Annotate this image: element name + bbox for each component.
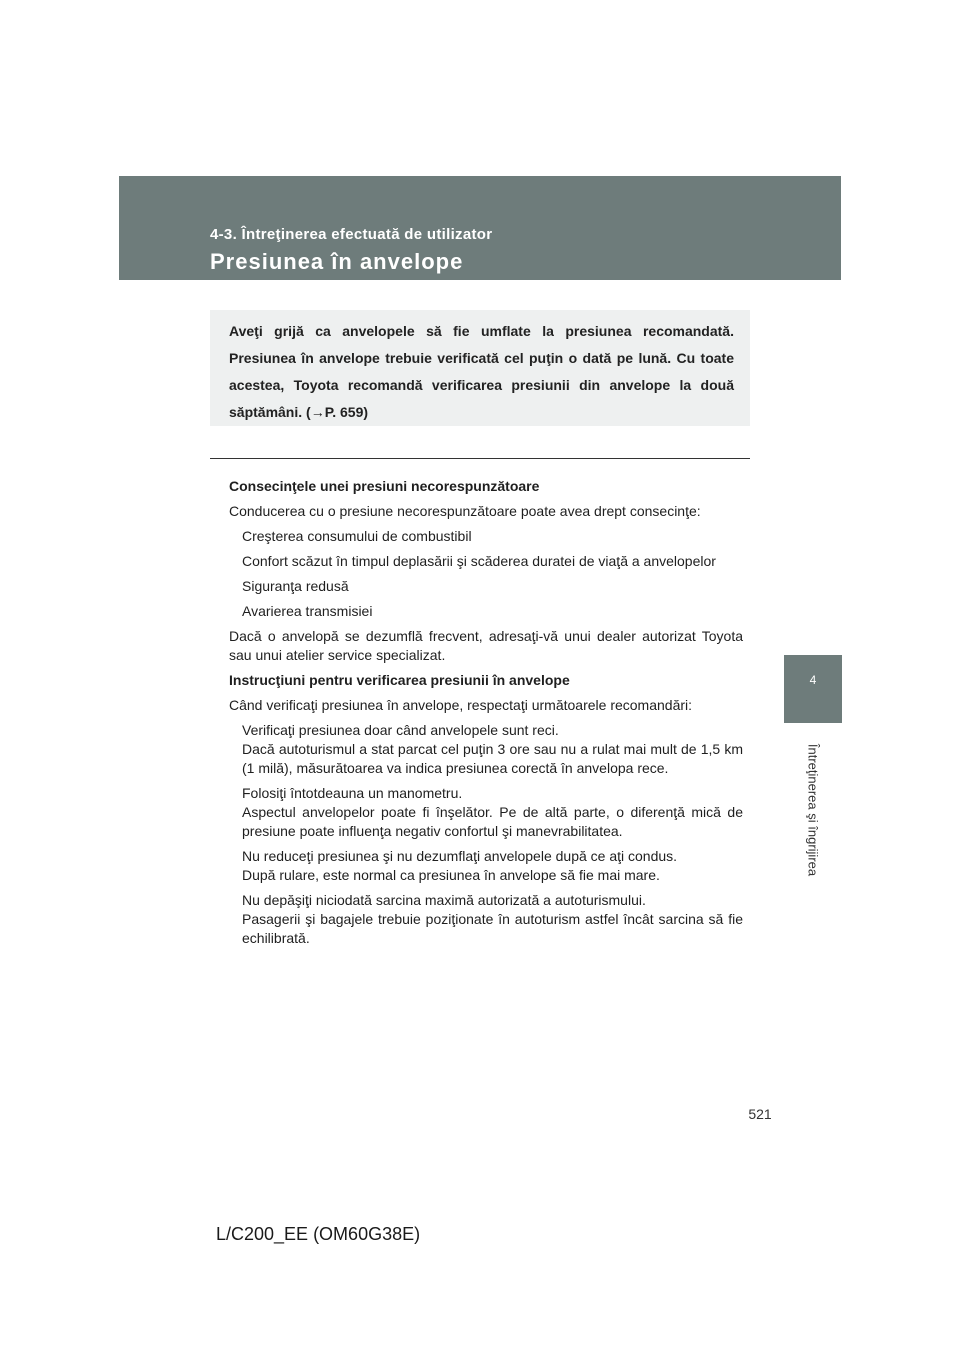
list-item-detail: Aspectul anvelopelor poate fi înşelător. Pe de altă parte, o diferenţă mică de presiune poate influenţa negativ confortul şi manevrabilitatea. [242,804,743,839]
section-lead: Când verificaţi presiunea în anvelope, respectaţi următoarele recomandări: [229,697,693,713]
list-item-detail: Dacă autoturismul a stat parcat cel puţin 3 ore sau nu a rulat mai mult de 1,5 km (1 milă), măsurătoarea va indica presiunea corectă în anvelopa rece. [242,741,743,776]
page-number: 521 [748,1106,772,1122]
list-item-detail: Pasagerii şi bagajele trebuie poziţionate în autoturism astfel încât sarcina să fie echilibrată. [242,911,743,946]
chapter-tab-number: 4 [809,673,817,687]
list-item [242,721,743,778]
list-item [242,784,743,841]
section-divider [210,458,750,459]
list-item-main: Nu reduceţi presiunea şi nu dezumflaţi anvelopele după ce aţi condus. [242,848,678,864]
section-lead: Conducerea cu o presiune necorespunzătoare poate avea drept consecinţe: [229,503,701,519]
list-item: Creşterea consumului de combustibil [242,528,472,544]
section-heading-consequences: Consecinţele unei presiuni necorespunzătoare [229,478,540,494]
dealer-note: Dacă o anvelopă se dezumflă frecvent, adresaţi-vă unui dealer autorizat Toyota sau unui atelier service specializat. [229,628,743,663]
section-label: 4-3. Întreţinerea efectuată de utilizator [210,226,493,243]
chapter-tab [784,655,842,723]
list-item [242,847,743,885]
list-item: Siguranţa redusă [242,578,349,594]
section-heading-instructions: Instrucţiuni pentru verificarea presiunii în anvelope [229,672,570,688]
chapter-label: Întreţinerea şi îngrijirea [805,743,821,877]
list-item-main: Verificaţi presiunea doar când anvelopele sunt reci. [242,722,559,738]
document-code: L/C200_EE (OM60G38E) [216,1224,421,1244]
intro-text: Aveţi grijă ca anvelopele să fie umflate la presiunea recomandată. Presiunea în anvelope trebuie verificată cel puţin o dată pe lună. Cu toate acestea, Toyota recomandă verificarea presiunii din anvelope la două săptămâni. (→P. 659) [229,323,734,420]
list-item-detail: După rulare, este normal ca presiunea în anvelope să fie mai mare. [242,867,660,883]
list-item [242,891,743,948]
list-item: Avarierea transmisiei [242,603,373,619]
list-item-main: Folosiţi întotdeauna un manometru. [242,785,463,801]
intro-box [210,310,750,426]
main-content [229,477,743,954]
list-item: Confort scăzut în timpul deplasării şi scăderea duratei de viaţă a anvelopelor [242,553,716,569]
list-item-main: Nu depăşiţi niciodată sarcina maximă autorizată a autoturismului. [242,892,646,908]
page-title: Presiunea în anvelope [210,249,464,274]
